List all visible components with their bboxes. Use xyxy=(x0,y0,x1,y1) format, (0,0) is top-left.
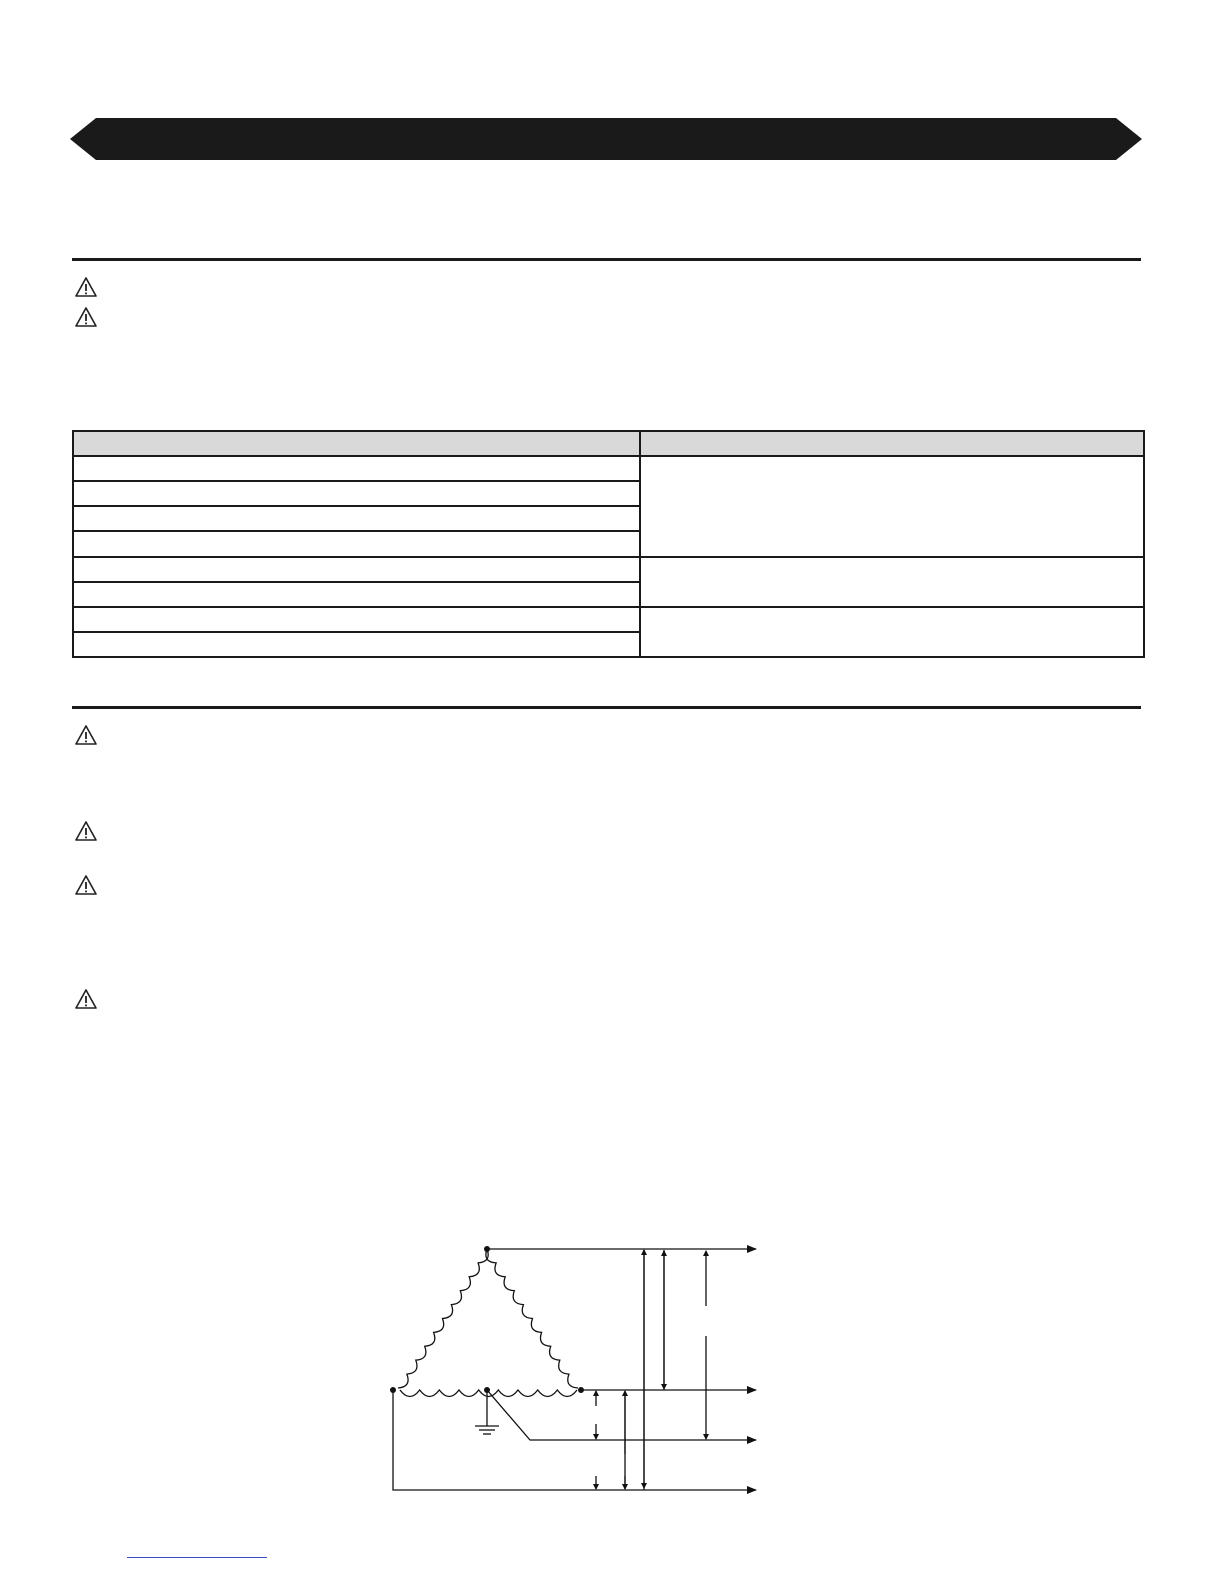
table-cell xyxy=(640,607,1144,657)
section-banner xyxy=(70,118,1142,160)
warning-triangle-icon xyxy=(74,988,98,1010)
table-cell xyxy=(640,557,1144,607)
table-cell xyxy=(73,607,640,632)
table-header-cell xyxy=(73,431,640,456)
warning-triangle-icon xyxy=(74,820,98,842)
table-cell xyxy=(640,456,1144,556)
table-cell xyxy=(73,481,640,506)
table-cell xyxy=(73,456,640,481)
table-cell xyxy=(73,531,640,556)
section-divider xyxy=(72,258,1141,261)
table-header-cell xyxy=(640,431,1144,456)
specification-table xyxy=(72,430,1145,658)
table-cell xyxy=(73,506,640,531)
delta-coil-right xyxy=(486,1249,578,1388)
delta-wiring-diagram xyxy=(380,1240,780,1502)
table-header-row xyxy=(73,431,1144,456)
footer-link-underline[interactable] xyxy=(127,1557,267,1558)
table-cell xyxy=(73,582,640,607)
table-row xyxy=(73,557,1144,582)
terminal-dot xyxy=(578,1387,584,1393)
terminal-dot xyxy=(484,1387,490,1393)
table-cell xyxy=(73,632,640,657)
line-neutral xyxy=(487,1390,756,1440)
warning-triangle-icon xyxy=(74,874,98,896)
ground-icon xyxy=(475,1390,499,1434)
warning-triangle-icon xyxy=(74,306,98,328)
warning-triangle-icon xyxy=(74,724,98,746)
table-row xyxy=(73,456,1144,481)
terminal-dot xyxy=(390,1387,396,1393)
table-row xyxy=(73,607,1144,632)
warning-triangle-icon xyxy=(74,276,98,298)
delta-coil-left xyxy=(398,1249,488,1388)
terminal-dot xyxy=(484,1246,490,1252)
section-divider xyxy=(72,706,1141,709)
table-cell xyxy=(73,557,640,582)
